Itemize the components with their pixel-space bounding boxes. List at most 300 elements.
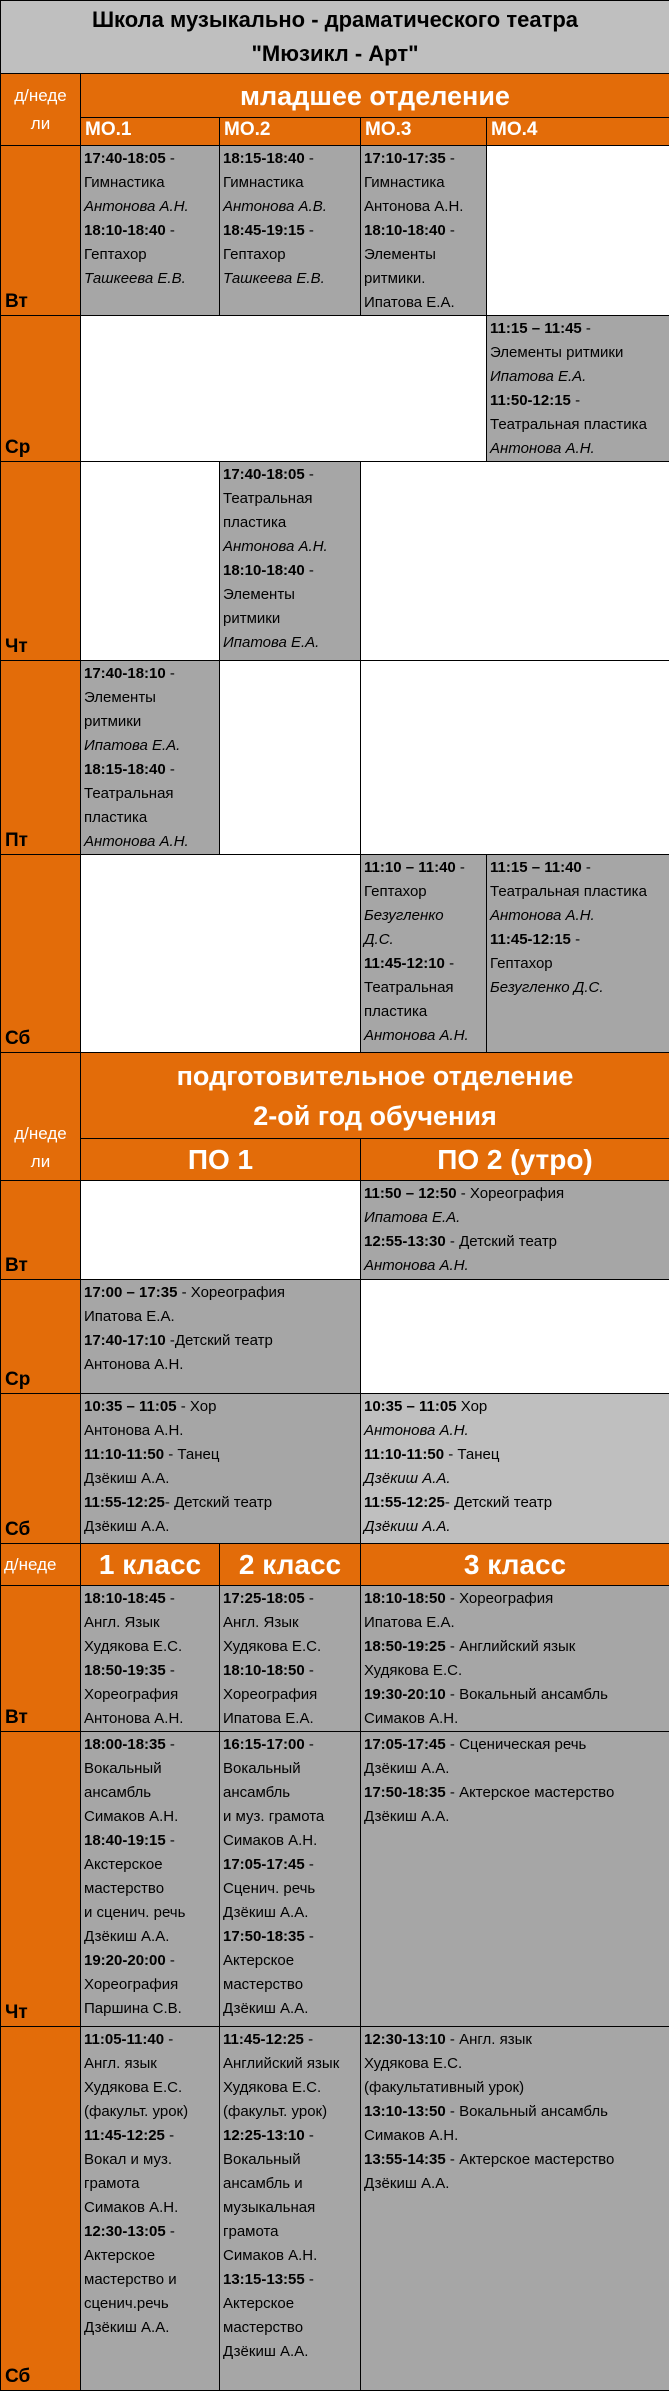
lesson-time: 17:40-18:05 <box>84 150 166 167</box>
lesson-text: Театральная <box>84 785 174 802</box>
lesson-cell <box>487 316 669 462</box>
lesson-text: - <box>305 2127 314 2144</box>
lesson-text: (факульт. урок) <box>84 2103 188 2120</box>
lesson-text: - <box>305 466 314 483</box>
lesson-time: 11:05-11:40 <box>84 2031 164 2048</box>
lesson-text: - Актерское мастерство <box>446 1784 615 1801</box>
lesson-line <box>223 1611 357 1635</box>
lesson-time: 11:45-12:25 <box>84 2127 165 2144</box>
lesson-text: Худякова Е.С. <box>223 2079 321 2096</box>
lesson-cell <box>81 661 220 855</box>
day-label: Сб <box>1 855 81 1053</box>
lesson-text: - <box>166 2223 175 2240</box>
lesson-text: - Английский язык <box>446 1638 576 1655</box>
lesson-line <box>84 1515 357 1539</box>
lesson-time: 11:15 – 11:40 <box>490 859 582 876</box>
lesson-text: - <box>305 1590 314 1607</box>
theatre-name: "Мюзикл - Арт" <box>1 37 669 71</box>
lesson-text: Дзёкиш А.А. <box>84 1470 169 1487</box>
lesson-text: - Вокальный ансамбль <box>446 2103 608 2120</box>
lesson-time: 18:10-18:50 <box>223 1662 305 1679</box>
lesson-line <box>223 559 357 583</box>
lesson-text: - <box>166 222 175 239</box>
lesson-time: 13:10-13:50 <box>364 2103 446 2120</box>
lesson-text: Дзёкиш А.А. <box>84 1518 169 1535</box>
lesson-line <box>223 2076 357 2100</box>
column-class3: 3 класс <box>361 1544 669 1586</box>
lesson-line <box>364 291 483 315</box>
empty-cell <box>81 462 220 661</box>
lesson-cell <box>361 1394 669 1544</box>
lesson-line <box>84 1659 216 1683</box>
teacher-name: Антонова А.Н. <box>364 1422 469 1439</box>
lesson-line <box>490 365 666 389</box>
lesson-line <box>84 1853 216 1877</box>
lesson-line <box>364 1024 483 1048</box>
lesson-text: Гимнастика <box>84 174 165 191</box>
lesson-line <box>364 1230 666 1254</box>
day-label: Ср <box>1 316 81 462</box>
lesson-time: 11:10-11:50 <box>364 1446 444 1463</box>
lesson-text: ритмики <box>84 713 141 730</box>
lesson-time: 11:45-12:10 <box>364 955 445 972</box>
lesson-line <box>223 2148 357 2172</box>
lesson-cell <box>361 1586 669 1732</box>
lesson-text: Антонова А.Н. <box>84 1422 183 1439</box>
lesson-line <box>84 1467 357 1491</box>
lesson-time: 12:25-13:10 <box>223 2127 305 2144</box>
lesson-time: 17:10-17:35 <box>364 150 446 167</box>
lesson-line <box>84 662 216 686</box>
lesson-line <box>364 1182 666 1206</box>
lesson-line <box>84 1329 357 1353</box>
lesson-text: и сценич. речь <box>84 1904 185 1921</box>
lesson-time: 11:45-12:15 <box>490 931 571 948</box>
lesson-line <box>84 243 216 267</box>
lesson-text: - <box>446 150 455 167</box>
lesson-text: Акстерское <box>84 1856 163 1873</box>
lesson-line <box>223 607 357 631</box>
lesson-text: Вокальный <box>223 1760 301 1777</box>
lesson-cell <box>220 2027 361 2391</box>
lesson-time: 18:10-18:40 <box>223 562 305 579</box>
lesson-text: - Танец <box>444 1446 499 1463</box>
lesson-line <box>223 2316 357 2340</box>
lesson-text: Антонова А.Н. <box>84 1356 183 1373</box>
teacher-name: Антонова А.Н. <box>364 1027 469 1044</box>
lesson-text: - Хореография <box>177 1284 285 1301</box>
lesson-time: 17:05-17:45 <box>364 1736 446 1753</box>
junior-department-title: младшее отделение <box>81 74 669 118</box>
lesson-line <box>84 2100 216 2124</box>
empty-cell <box>81 316 487 462</box>
lesson-line <box>84 2076 216 2100</box>
lesson-line <box>364 1683 666 1707</box>
lesson-text: мастерство <box>84 1880 164 1897</box>
lesson-line <box>364 2052 666 2076</box>
lesson-cell <box>81 1394 361 1544</box>
lesson-text: Элементы <box>364 246 436 263</box>
lesson-line <box>84 686 216 710</box>
day-of-week-header: д/неде ли <box>1 1053 81 1181</box>
lesson-cell <box>81 2027 220 2391</box>
lesson-line <box>84 2268 216 2292</box>
lesson-text: Ипатова Е.А. <box>223 1710 314 1727</box>
lesson-line <box>490 952 666 976</box>
lesson-line <box>364 856 483 880</box>
lesson-line <box>84 1353 357 1377</box>
day-of-week-header: д/неде <box>1 1544 81 1586</box>
lesson-text: пластика <box>223 514 286 531</box>
lesson-line <box>490 928 666 952</box>
lesson-text: - <box>571 931 580 948</box>
lesson-text: ансамбль <box>84 1784 151 1801</box>
lesson-text: Гептахор <box>223 246 286 263</box>
lesson-text: Вокальный <box>223 2151 301 2168</box>
lesson-cell <box>220 1732 361 2027</box>
lesson-line <box>364 1781 666 1805</box>
lesson-line <box>364 1443 666 1467</box>
lesson-time: 12:30-13:05 <box>84 2223 166 2240</box>
lesson-text: Дзёкиш А.А. <box>84 2319 169 2336</box>
lesson-text: Англ. Язык <box>84 1614 160 1631</box>
empty-cell <box>81 855 361 1053</box>
teacher-name: Дзёкиш А.А. <box>364 1470 451 1487</box>
lesson-line <box>364 1000 483 1024</box>
lesson-text: - Детский театр <box>446 1233 557 1250</box>
lesson-time: 18:50-19:25 <box>364 1638 446 1655</box>
lesson-text: (факульт. урок) <box>223 2103 327 2120</box>
lesson-text: - <box>305 1662 314 1679</box>
lesson-time: 18:10-18:40 <box>84 222 166 239</box>
lesson-line <box>223 2172 357 2196</box>
lesson-text: Ипатова Е.А. <box>364 1614 455 1631</box>
column-po2: ПО 2 (утро) <box>361 1139 669 1181</box>
lesson-cell <box>361 2027 669 2391</box>
lesson-text: Вокал и муз. <box>84 2151 172 2168</box>
lesson-line <box>490 317 666 341</box>
lesson-cell <box>81 1586 220 1732</box>
lesson-text: - <box>166 1662 175 1679</box>
lesson-text: Ипатова Е.А. <box>364 294 455 311</box>
lesson-time: 11:50-12:15 <box>490 392 571 409</box>
lesson-text: Хореография <box>84 1686 178 1703</box>
lesson-text: - <box>582 320 591 337</box>
lesson-line <box>84 171 216 195</box>
lesson-cell <box>220 1586 361 1732</box>
teacher-name: Безугленко Д.С. <box>490 979 604 996</box>
lesson-line <box>223 2196 357 2220</box>
lesson-time: 12:30-13:10 <box>364 2031 446 2048</box>
lesson-time: 18:15-18:40 <box>223 150 305 167</box>
lesson-text: - <box>164 2031 173 2048</box>
lesson-text: Худякова Е.С. <box>223 1638 321 1655</box>
lesson-line <box>84 710 216 734</box>
lesson-text: и муз. грамота <box>223 1808 324 1825</box>
lesson-line <box>223 511 357 535</box>
lesson-line <box>364 928 483 952</box>
lesson-line <box>364 2100 666 2124</box>
lesson-text: Дзёкиш А.А. <box>223 2343 308 2360</box>
lesson-line <box>223 1659 357 1683</box>
lesson-line <box>223 1707 357 1731</box>
lesson-text: - Хореография <box>446 1590 554 1607</box>
lesson-line <box>84 1611 216 1635</box>
lesson-text: Актерское <box>223 2295 294 2312</box>
lesson-text: - <box>305 222 314 239</box>
lesson-line <box>223 267 357 291</box>
lesson-text: грамота <box>84 2175 140 2192</box>
lesson-line <box>84 267 216 291</box>
lesson-line <box>364 1805 666 1829</box>
lesson-line <box>364 171 483 195</box>
day-label: Вт <box>1 1181 81 1280</box>
lesson-line <box>84 1829 216 1853</box>
lesson-line <box>84 1635 216 1659</box>
lesson-line <box>84 2244 216 2268</box>
column-class2: 2 класс <box>220 1544 361 1586</box>
lesson-line <box>84 1925 216 1949</box>
lesson-line <box>84 1997 216 2021</box>
lesson-line <box>84 1419 357 1443</box>
lesson-line <box>223 1587 357 1611</box>
day-of-week-header: д/неде ли <box>1 74 81 146</box>
day-label: Сб <box>1 1394 81 1544</box>
lesson-line <box>490 880 666 904</box>
lesson-text: Дзёкиш А.А. <box>364 1808 449 1825</box>
lesson-text: - <box>166 1590 175 1607</box>
lesson-line <box>84 1901 216 1925</box>
teacher-name: Антонова А.Н. <box>84 198 189 215</box>
lesson-line <box>223 1781 357 1805</box>
lesson-line <box>223 1997 357 2021</box>
lesson-line <box>223 2268 357 2292</box>
lesson-time: 17:40-17:10 <box>84 1332 166 1349</box>
lesson-line <box>223 1733 357 1757</box>
lesson-text: - Детский театр <box>165 1494 272 1511</box>
lesson-time: 19:20-20:00 <box>84 1952 166 1969</box>
lesson-line <box>84 2124 216 2148</box>
teacher-name: Ташкеева Е.В. <box>223 270 325 287</box>
lesson-text: Симаков А.Н. <box>364 2127 458 2144</box>
day-label: Пт <box>1 661 81 855</box>
lesson-text: Гептахор <box>490 955 553 972</box>
lesson-text: Худякова Е.С. <box>84 1638 182 1655</box>
lesson-line <box>364 2076 666 2100</box>
column-mo2: МО.2 <box>220 118 361 146</box>
lesson-line <box>84 1973 216 1997</box>
lesson-time: 18:00-18:35 <box>84 1736 166 1753</box>
lesson-line <box>364 1587 666 1611</box>
lesson-line <box>223 147 357 171</box>
lesson-text: ансамбль <box>223 1784 290 1801</box>
lesson-line <box>364 1611 666 1635</box>
lesson-text: Элементы <box>84 689 156 706</box>
lesson-line <box>223 171 357 195</box>
prep-department-title: подготовительное отделение 2-ой год обучения <box>81 1053 669 1139</box>
lesson-time: 11:15 – 11:45 <box>490 320 582 337</box>
lesson-text: Худякова Е.С. <box>364 1662 462 1679</box>
lesson-time: 11:50 – 12:50 <box>364 1185 457 1202</box>
lesson-text: - <box>445 955 454 972</box>
lesson-text: Симаков А.Н. <box>223 1832 317 1849</box>
empty-cell <box>487 146 669 316</box>
lesson-text: Дзёкиш А.А. <box>364 2175 449 2192</box>
lesson-time: 17:40-18:10 <box>84 665 166 682</box>
lesson-text: - <box>305 562 314 579</box>
lesson-text: - <box>166 761 175 778</box>
lesson-time: 17:40-18:05 <box>223 466 305 483</box>
lesson-line <box>84 2220 216 2244</box>
teacher-name: Ташкеева Е.В. <box>84 270 186 287</box>
lesson-text: Дзёкиш А.А. <box>84 1928 169 1945</box>
lesson-text: Гептахор <box>364 883 427 900</box>
lesson-text: Симаков А.Н. <box>84 1808 178 1825</box>
lesson-time: 18:10-18:50 <box>364 1590 446 1607</box>
lesson-line <box>223 535 357 559</box>
lesson-text: Элементы ритмики <box>490 344 623 361</box>
lesson-line <box>223 243 357 267</box>
lesson-line <box>223 463 357 487</box>
lesson-line <box>364 1491 666 1515</box>
lesson-line <box>364 952 483 976</box>
lesson-line <box>223 1973 357 1997</box>
lesson-line <box>364 1254 666 1278</box>
lesson-cell <box>220 146 361 316</box>
lesson-text: Дзёкиш А.А. <box>223 1904 308 1921</box>
lesson-line <box>223 2340 357 2364</box>
lesson-line <box>84 1949 216 1973</box>
lesson-line <box>223 1853 357 1877</box>
lesson-text: - <box>166 1952 175 1969</box>
lesson-line <box>364 1395 666 1419</box>
lesson-line <box>223 1925 357 1949</box>
lesson-line <box>223 2244 357 2268</box>
lesson-text: - <box>166 1832 175 1849</box>
lesson-line <box>223 1829 357 1853</box>
lesson-line <box>84 2028 216 2052</box>
lesson-line <box>84 2148 216 2172</box>
lesson-line <box>84 1805 216 1829</box>
lesson-text: - <box>305 150 314 167</box>
lesson-line <box>364 2124 666 2148</box>
lesson-text: Вокальный <box>84 1760 162 1777</box>
day-label: Вт <box>1 146 81 316</box>
column-class1: 1 класс <box>81 1544 220 1586</box>
lesson-text: - <box>456 859 465 876</box>
lesson-text: ансамбль и <box>223 2175 303 2192</box>
teacher-name: Антонова А.Н. <box>84 833 189 850</box>
empty-cell <box>361 462 669 661</box>
lesson-time: 18:15-18:40 <box>84 761 166 778</box>
lesson-text: - <box>305 1736 314 1753</box>
lesson-line <box>223 583 357 607</box>
lesson-text: - Актерское мастерство <box>446 2151 615 2168</box>
lesson-text: Хор <box>457 1398 488 1415</box>
lesson-line <box>223 1901 357 1925</box>
lesson-line <box>84 219 216 243</box>
lesson-line <box>364 1659 666 1683</box>
lesson-text: - <box>166 150 175 167</box>
day-label: Сб <box>1 2027 81 2391</box>
lesson-line <box>364 880 483 904</box>
lesson-line <box>223 1757 357 1781</box>
lesson-text: - <box>165 2127 174 2144</box>
lesson-line <box>84 147 216 171</box>
lesson-cell <box>81 1732 220 2027</box>
lesson-time: 17:50-18:35 <box>364 1784 446 1801</box>
lesson-text: Симаков А.Н. <box>223 2247 317 2264</box>
school-name: Школа музыкально - драматического театра <box>1 3 669 37</box>
lesson-text: Антонова А.Н. <box>84 1710 183 1727</box>
lesson-time: 17:05-17:45 <box>223 1856 305 1873</box>
lesson-time: 11:10-11:50 <box>84 1446 164 1463</box>
lesson-line <box>223 219 357 243</box>
teacher-name: Антонова А.Н. <box>490 907 595 924</box>
lesson-line <box>84 1683 216 1707</box>
lesson-line <box>490 413 666 437</box>
lesson-time: 10:35 – 11:05 <box>364 1398 457 1415</box>
lesson-line <box>84 830 216 854</box>
lesson-line <box>223 631 357 655</box>
lesson-time: 11:55-12:25 <box>364 1494 445 1511</box>
lesson-text: Театральная пластика <box>490 883 647 900</box>
lesson-line <box>223 1949 357 1973</box>
lesson-line <box>490 389 666 413</box>
teacher-name: Ипатова Е.А. <box>84 737 180 754</box>
lesson-line <box>84 782 216 806</box>
lesson-time: 17:00 – 17:35 <box>84 1284 177 1301</box>
lesson-text: - <box>166 665 175 682</box>
lesson-line <box>364 1515 666 1539</box>
lesson-text: Хореография <box>84 1976 178 1993</box>
lesson-time: 16:15-17:00 <box>223 1736 305 1753</box>
lesson-text: - <box>305 2271 314 2288</box>
column-po1: ПО 1 <box>81 1139 361 1181</box>
lesson-line <box>364 195 483 219</box>
day-label: Вт <box>1 1586 81 1732</box>
lesson-line <box>223 1877 357 1901</box>
lesson-line <box>364 2148 666 2172</box>
lesson-line <box>84 1395 357 1419</box>
lesson-line <box>84 1443 357 1467</box>
schedule-title <box>1 1 669 74</box>
lesson-line <box>364 1419 666 1443</box>
lesson-text: ритмики. <box>364 270 425 287</box>
lesson-line <box>84 1781 216 1805</box>
lesson-text: Театральная <box>223 490 313 507</box>
lesson-line <box>223 2292 357 2316</box>
day-label: Чт <box>1 462 81 661</box>
lesson-line <box>364 2028 666 2052</box>
lesson-line <box>223 1805 357 1829</box>
empty-cell <box>81 1181 361 1280</box>
lesson-text: Гептахор <box>84 246 147 263</box>
lesson-line <box>223 487 357 511</box>
lesson-text: Хореография <box>223 1686 317 1703</box>
column-mo1: МО.1 <box>81 118 220 146</box>
lesson-text: - Хореография <box>457 1185 565 1202</box>
lesson-line <box>84 806 216 830</box>
lesson-text: Английский язык <box>223 2055 339 2072</box>
lesson-text: Паршина С.В. <box>84 2000 182 2017</box>
lesson-text: - <box>305 1856 314 1873</box>
lesson-text: Элементы <box>223 586 295 603</box>
lesson-line <box>364 147 483 171</box>
lesson-text: -Детский театр <box>166 1332 273 1349</box>
lesson-text: Дзёкиш А.А. <box>223 2000 308 2017</box>
lesson-text: Ипатова Е.А. <box>84 1308 175 1325</box>
